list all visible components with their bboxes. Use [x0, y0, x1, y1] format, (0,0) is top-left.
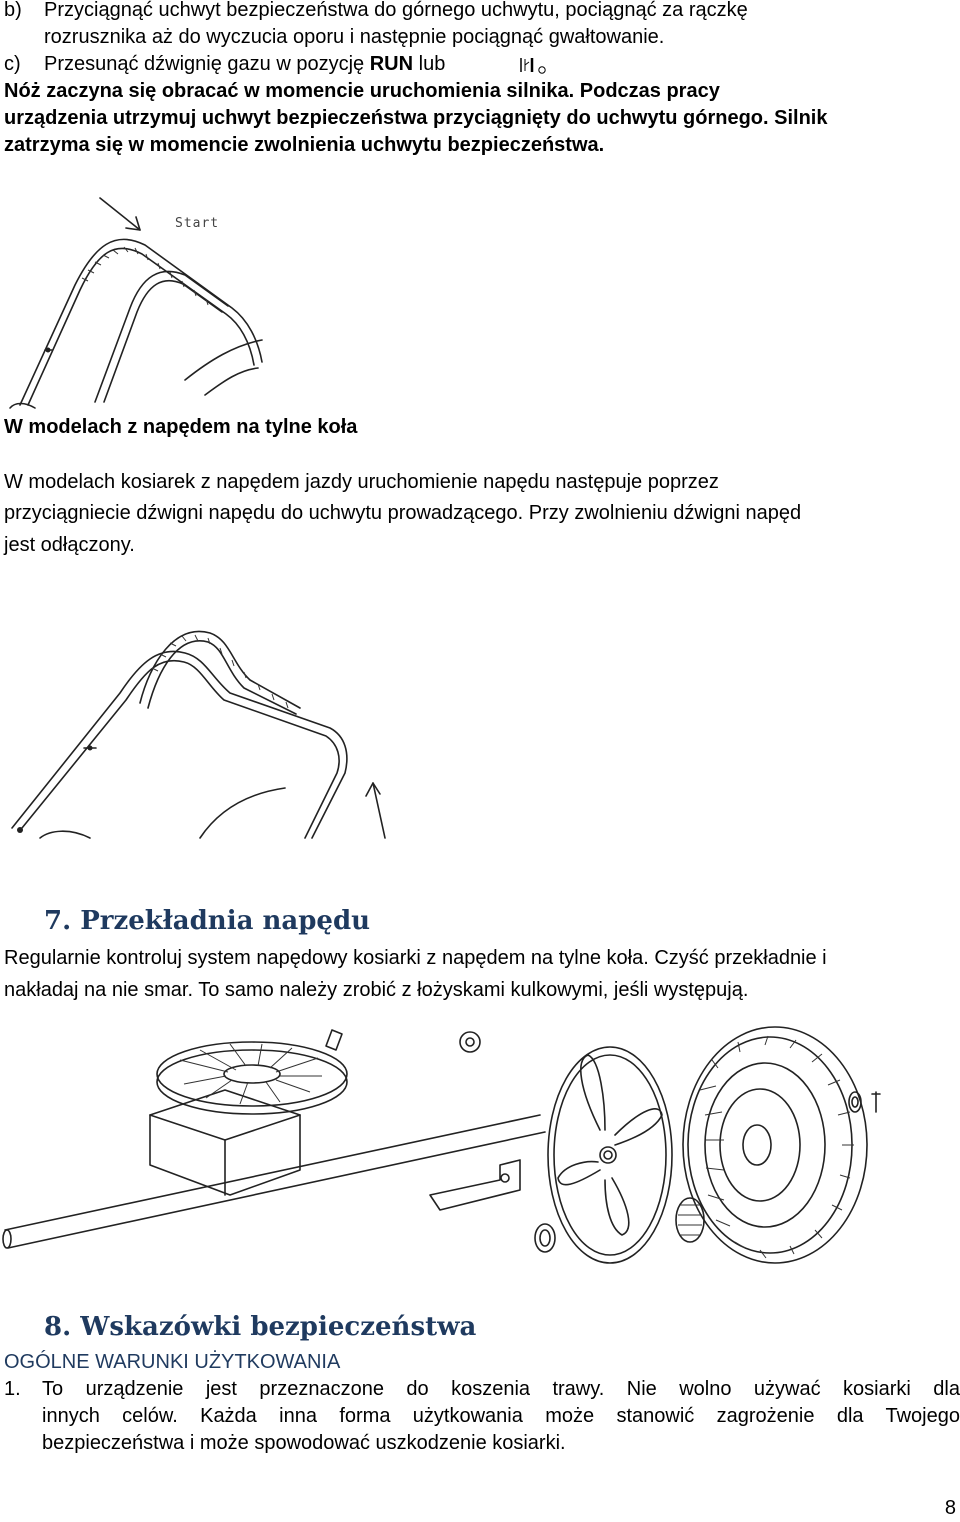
figure-drive-lever	[0, 608, 420, 854]
item1-line1: To urządzenie jest przeznaczone do koszenia trawy. Nie wolno używać kosiarki dla	[42, 1378, 960, 1400]
section-8-title: 8. Wskazówki bezpieczeństwa	[44, 1312, 477, 1342]
gearbox-drawing	[0, 1020, 960, 1260]
instruction-c-text: Przesunąć dźwignię gazu w pozycję	[44, 53, 365, 75]
page-number: 8	[944, 1497, 956, 1519]
section-7-line2: nakładaj na nie smar. To samo należy zrobić z łożyskami kulkowymi, jeśli występują.	[4, 979, 749, 1001]
start-label: Start	[175, 216, 220, 231]
figure-start-handle	[0, 190, 420, 412]
section-7-line1: Regularnie kontroluj system napędowy kosiarki z napędem na tylne koła. Czyść przekładnie i	[4, 947, 827, 969]
list-marker-c: c)	[4, 53, 21, 75]
item1-number: 1.	[4, 1378, 21, 1400]
figure-gearbox-exploded	[0, 1020, 960, 1260]
handle-drawing-drive	[0, 608, 420, 854]
warning-line3: zatrzyma się w momencie zwolnienia uchwytu bezpieczeństwa.	[4, 134, 605, 156]
or-label: lub	[418, 53, 446, 75]
rear-drive-line3: jest odłączony.	[4, 534, 135, 556]
rear-drive-heading: W modelach z napędem na tylne koła	[4, 416, 358, 438]
warning-line2: urządzenia utrzymuj uchwyt bezpieczeństwa przyciągnięty do uchwytu górnego. Silnik	[4, 107, 828, 129]
rear-drive-line2: przyciągniecie dźwigni napędu do uchwytu prowadzącego. Przy zwolnieniu dźwigni napęd	[4, 502, 802, 524]
push-arrow-icon	[100, 198, 140, 230]
instruction-b-line2: rozrusznika aż do wyczucia oporu i następnie pociągnąć gwałtowanie.	[44, 26, 665, 48]
list-marker-b: b)	[4, 0, 22, 21]
section-7-title: 7. Przekładnia napędu	[44, 906, 371, 936]
rear-drive-line1: W modelach kosiarek z napędem jazdy uruchomienie napędu następuje poprzez	[4, 471, 719, 493]
item1-line2: innych celów. Każda inna forma użytkowania może stanowić zagrożenie dla Twojego	[42, 1405, 960, 1427]
throttle-run-icon	[518, 56, 566, 78]
run-label: RUN	[369, 53, 414, 75]
instruction-c	[44, 51, 445, 78]
pull-arrow-icon	[366, 783, 385, 838]
instruction-b-line1: Przyciągnąć uchwyt bezpieczeństwa do górnego uchwytu, pociągnąć za rączkę	[44, 0, 748, 21]
general-conditions-heading: OGÓLNE WARUNKI UŻYTKOWANIA	[4, 1351, 341, 1373]
warning-line1: Nóż zaczyna się obracać w momencie uruchomienia silnika. Podczas pracy	[4, 80, 720, 102]
item1-line3: bezpieczeństwa i może spowodować uszkodzenie kosiarki.	[42, 1432, 566, 1454]
